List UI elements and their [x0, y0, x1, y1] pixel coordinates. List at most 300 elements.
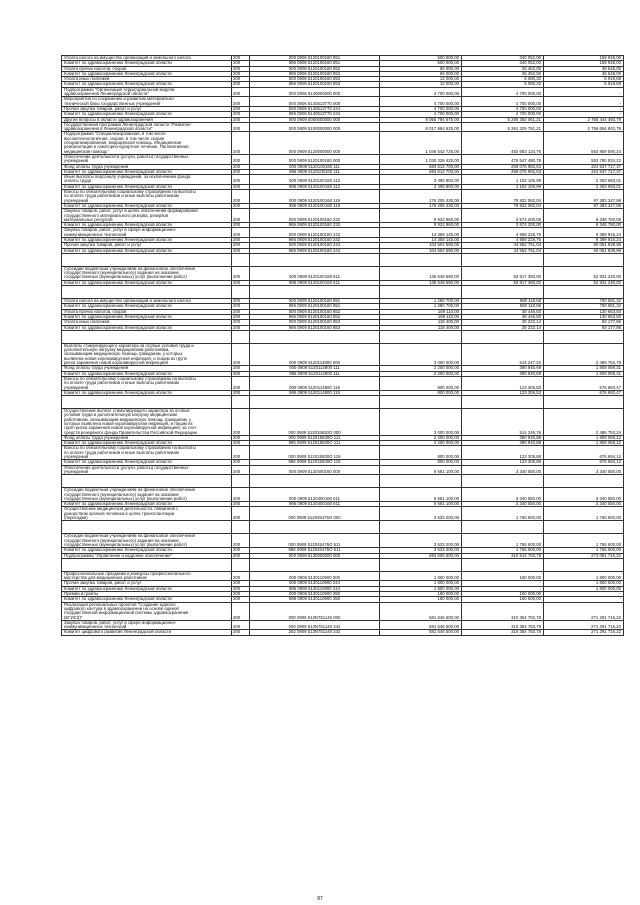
row-remaining-amount: 6 919,68 — [544, 77, 624, 82]
row-remaining-amount — [544, 475, 624, 488]
row-planned-amount: 581 646 500,00 — [380, 630, 462, 635]
row-code: 200 — [232, 502, 250, 507]
row-remaining-amount: 563 859 590,24 — [544, 132, 624, 154]
row-code: 200 — [232, 534, 250, 548]
row-planned-amount — [380, 521, 462, 534]
row-executed-amount — [462, 253, 544, 266]
table-row — [62, 521, 624, 534]
row-kbk-code: 000 0909 5120000000 000 — [250, 132, 380, 154]
row-code — [232, 330, 250, 343]
row-remaining-amount: 1 809 059,12 — [544, 441, 624, 446]
row-kbk-code — [250, 253, 380, 266]
row-planned-amount: 3 000 000,00 — [380, 343, 462, 365]
row-kbk-code: 986 0906 5120100160 852 — [250, 71, 380, 76]
row-kbk-code: 986 0906 5120100160 851 — [250, 61, 380, 66]
row-planned-amount: 104 604 590,00 — [380, 248, 462, 253]
row-executed-amount: 5 290 350 061,21 — [462, 117, 544, 122]
row-planned-amount: 1 030 328 425,00 — [380, 154, 462, 164]
row-remaining-amount: 97 383 347,96 — [544, 190, 624, 204]
row-planned-amount: 12 000,00 — [380, 82, 462, 87]
row-kbk-code: 000 0909 5130110900 000 — [250, 571, 380, 581]
row-name — [62, 330, 232, 343]
row-code: 200 — [232, 460, 250, 465]
row-name: Комитет по здравоохранению Ленинградской области — [62, 82, 232, 87]
row-planned-amount: 3 533 200,00 — [380, 548, 462, 553]
row-kbk-code: 986 0906 5120100160 853 — [250, 82, 380, 87]
row-executed-amount: 390 940,88 — [462, 441, 544, 446]
row-kbk-code: 986 0909 5130110900 350 — [250, 597, 380, 602]
row-planned-amount: 9 922 960,00 — [380, 209, 462, 223]
row-executed-amount: 1 766 600,00 — [462, 507, 544, 521]
table-body — [62, 56, 624, 636]
row-kbk-code — [250, 330, 380, 343]
row-planned-amount: 3 405 800,00 — [380, 184, 462, 189]
row-kbk-code: 000 0909 513N751140 000 — [250, 602, 380, 620]
row-planned-amount: 14 358 145,00 — [380, 228, 462, 238]
row-kbk-code: 986 0909 512015830О 119 — [250, 460, 380, 465]
row-kbk-code — [250, 521, 380, 534]
row-kbk-code: 986 0909 5120100160 611 — [250, 280, 380, 285]
row-kbk-code: 986 0906 5140513770 244 — [250, 112, 380, 117]
row-code — [232, 286, 250, 299]
row-kbk-code: 986 0909 5120100160 242 — [250, 237, 380, 242]
row-planned-amount: 2 200 000,00 — [380, 371, 462, 376]
row-kbk-code: 000 0909 512045476О 000 — [250, 507, 380, 521]
row-planned-amount: 2 200 000,00 — [380, 435, 462, 440]
row-planned-amount: 583 614 700,00 — [380, 164, 462, 169]
row-remaining-amount: 60 051 838,96 — [544, 248, 624, 253]
budget-execution-table — [61, 55, 624, 636]
row-kbk-code — [250, 475, 380, 488]
row-remaining-amount: 324 537 717,37 — [544, 164, 624, 169]
row-kbk-code: 000 0909 512015830О 111 — [250, 435, 380, 440]
row-code: 200 — [232, 280, 250, 285]
row-name: Комитет по здравоохранению Ленинградской области — [62, 441, 232, 446]
row-remaining-amount: 93 177,86 — [544, 325, 624, 330]
row-executed-amount: 83 817 350,00 — [462, 266, 544, 280]
row-code: 200 — [232, 309, 250, 314]
row-kbk-code: 986 0909 5120114800 111 — [250, 371, 380, 376]
row-kbk-code: 000 0909 0000000000 000 — [250, 117, 380, 122]
row-executed-amount: 390 940,69 — [462, 371, 544, 376]
table-row — [62, 97, 624, 107]
row-code: 200 — [232, 390, 250, 395]
row-executed-amount: 3 340 550,00 — [462, 465, 544, 475]
row-executed-amount — [462, 475, 544, 488]
row-code — [232, 253, 250, 266]
row-kbk-code: 000 0909 5120400160 000 — [250, 465, 380, 475]
row-executed-amount: 26 452,00 — [462, 71, 544, 76]
row-kbk-code: 986 0909 512045476О 611 — [250, 548, 380, 553]
row-planned-amount: 1 280 700,00 — [380, 304, 462, 309]
row-code: 200 — [232, 602, 250, 620]
row-kbk-code: 986 0909 5120114800 119 — [250, 390, 380, 395]
row-kbk-code: 000 0909 5100000000 000 — [250, 122, 380, 132]
row-name: Комитет по здравоохранению Ленинградской области — [62, 304, 232, 309]
row-code: 200 — [232, 371, 250, 376]
page-number: 87 — [317, 896, 323, 902]
row-kbk-code — [250, 396, 380, 409]
row-code: 200 — [232, 488, 250, 502]
table-row — [62, 190, 624, 204]
row-remaining-amount: 2 756 654 843,79 — [544, 122, 624, 132]
row-planned-amount: 581 646 500,00 — [380, 602, 462, 620]
row-planned-amount: 66 000,00 — [380, 71, 462, 76]
row-executed-amount: 26 452,00 — [462, 66, 544, 71]
row-remaining-amount: 676 694,12 — [544, 446, 624, 460]
table-row — [62, 465, 624, 475]
table-row — [62, 122, 624, 132]
row-remaining-amount — [544, 396, 624, 409]
table-row — [62, 446, 624, 460]
row-kbk-code: 986 0909 5120400160 611 — [250, 502, 380, 507]
table-row — [62, 266, 624, 280]
row-planned-amount — [380, 253, 462, 266]
row-executed-amount: 4 700 000,00 — [462, 97, 544, 107]
row-kbk-code: 986 0909 5120100160 851 — [250, 304, 380, 309]
row-code: 200 — [232, 87, 250, 97]
row-code: 200 — [232, 106, 250, 111]
row-code: 200 — [232, 592, 250, 597]
row-kbk-code: 000 0909 513N751140 242 — [250, 620, 380, 630]
row-executed-amount — [462, 558, 544, 571]
row-executed-amount: 3 340 550,00 — [462, 502, 544, 507]
row-code: 200 — [232, 299, 250, 304]
row-kbk-code: 000 0909 5120100160 242 — [250, 228, 380, 238]
row-name: Комитет по здравоохранению Ленинградской области — [62, 71, 232, 76]
row-executed-amount — [462, 330, 544, 343]
row-executed-amount: 4 958 228,76 — [462, 237, 544, 242]
row-planned-amount — [380, 558, 462, 571]
row-code: 200 — [232, 586, 250, 591]
row-name: Комитет по здравоохранению Ленинградской области — [62, 314, 232, 319]
row-name — [62, 396, 232, 409]
row-remaining-amount: 3 340 550,00 — [544, 465, 624, 475]
row-kbk-code: 000 0909 5120100160 112 — [250, 175, 380, 185]
row-remaining-amount: 324 537 717,37 — [544, 169, 624, 174]
row-name: Закупка товаров, работ, услуг в сфере информационно- коммуникационных технологий — [62, 620, 232, 630]
row-remaining-amount — [544, 558, 624, 571]
row-planned-amount — [380, 396, 462, 409]
row-name: Обеспечение деятельности (услуги, работы) государственных учреждений — [62, 154, 232, 164]
row-name: Осуществление медицинской деятельности, связанной с донорством органов человека в целях трансплантации (пересадки) — [62, 507, 232, 521]
row-name: Осуществление выплат стимулирующего характера за особые условия труда и дополнительную нагрузку медицинским работникам, оказывающим медицинскую помощь гражданам, у которых выявлена новая коронавирусная инфекция, и лицам из групп риска заражения новой коронавирусной инфекцией, за счет средств резервного фонда Правительства Российской Федерации — [62, 409, 232, 436]
row-name: Комитет по здравоохранению Ленинградской области — [62, 548, 232, 553]
row-kbk-code: 000 0909 5120100160 232 — [250, 209, 380, 223]
row-kbk-code: 986 0909 5120100160 119 — [250, 203, 380, 208]
row-remaining-amount: 553 780 934,22 — [544, 154, 624, 164]
row-code: 200 — [232, 620, 250, 630]
row-code: 200 — [232, 465, 250, 475]
table-row — [62, 571, 624, 581]
row-executed-amount: 44 552 751,04 — [462, 243, 544, 248]
row-remaining-amount: 3 340 550,00 — [544, 502, 624, 507]
row-planned-amount: 6 681 100,00 — [380, 465, 462, 475]
row-executed-amount: 44 552 751,04 — [462, 248, 544, 253]
row-planned-amount: 800 000,00 — [380, 460, 462, 465]
row-name: Закупка товаров, работ, услуг в целях обеспечения формирования государственного материального резерва, резервов материальных ресурсов — [62, 209, 232, 223]
row-name: Взносы по обязательному социальному страхованию на выплаты по оплате труда работников и иные выплаты работникам учреждений — [62, 190, 232, 204]
row-code: 200 — [232, 132, 250, 154]
row-kbk-code: 000 0909 512015830О 000 — [250, 409, 380, 436]
row-remaining-amount: 39 548,00 — [544, 71, 624, 76]
row-planned-amount: 136 648 590,00 — [380, 266, 462, 280]
row-code: 200 — [232, 320, 250, 325]
row-executed-amount: 1 102 106,99 — [462, 184, 544, 189]
row-code: 200 — [232, 97, 250, 107]
row-planned-amount: 500 000,00 — [380, 56, 462, 61]
row-remaining-amount: 2 485 752,78 — [544, 343, 624, 365]
row-code: 200 — [232, 571, 250, 581]
row-kbk-code: 000 0909 5120114800 111 — [250, 366, 380, 371]
row-remaining-amount: 676 694,12 — [544, 460, 624, 465]
table-row — [62, 154, 624, 164]
row-planned-amount: 6 681 100,00 — [380, 502, 462, 507]
row-name: Субсидии бюджетным учреждениям на финансовое обеспечение государственного (муниципального) задания на оказание государственных (муниципальных) услуг (выполнение работ) — [62, 534, 232, 548]
row-code: 200 — [232, 77, 250, 82]
row-remaining-amount: 1 766 600,00 — [544, 507, 624, 521]
row-code: 200 — [232, 343, 250, 365]
row-planned-amount: 4 700 000,00 — [380, 97, 462, 107]
row-executed-amount: 25 222,14 — [462, 325, 544, 330]
row-remaining-amount — [544, 330, 624, 343]
row-code: 200 — [232, 243, 250, 248]
table-row — [62, 87, 624, 97]
row-executed-amount — [462, 286, 544, 299]
row-executed-amount: - — [462, 581, 544, 586]
row-kbk-code: 000 0909 5130000000 000 — [250, 553, 380, 558]
row-remaining-amount: 52 831 240,00 — [544, 266, 624, 280]
row-kbk-code: 986 0909 5120100160 853 — [250, 325, 380, 330]
row-planned-amount: 2 200 000,00 — [380, 366, 462, 371]
row-planned-amount: 1 046 542 725,00 — [380, 132, 462, 154]
row-code: 200 — [232, 117, 250, 122]
row-name: Уплата прочих налогов, сборов — [62, 309, 232, 314]
row-remaining-amount: 1 809 059,12 — [544, 435, 624, 440]
row-code: 200 — [232, 507, 250, 521]
row-kbk-code: 986 0909 5120100160 244 — [250, 248, 380, 253]
row-name: Уплата налога на имущество организаций и земельного налога — [62, 299, 232, 304]
row-executed-amount: 259 076 982,63 — [462, 169, 544, 174]
row-name: Профессиональные праздники и конкурсы профессионального мастерства для медицинских работников — [62, 571, 232, 581]
row-name — [62, 253, 232, 266]
row-name: Закупка товаров, работ, услуг в сфере информационно- коммуникационных технологий — [62, 228, 232, 238]
row-planned-amount: 4 700 000,00 — [380, 106, 462, 111]
row-executed-amount: 3 340 550,00 — [462, 488, 544, 502]
row-remaining-amount: 1 800 000,00 — [544, 581, 624, 586]
row-executed-amount: 482 683 134,76 — [462, 132, 544, 154]
row-executed-amount: 123 306,53 — [462, 390, 544, 395]
row-planned-amount — [380, 475, 462, 488]
row-remaining-amount: 2 303 693,01 — [544, 184, 624, 189]
table-row — [62, 343, 624, 365]
row-executed-amount: 3 574 200,00 — [462, 209, 544, 223]
row-kbk-code: 000 0909 5120100160 000 — [250, 154, 380, 164]
row-planned-amount: 66 000,00 — [380, 66, 462, 71]
row-kbk-code: 000 0909 5120100160 853 — [250, 320, 380, 325]
row-remaining-amount: 6 348 760,00 — [544, 223, 624, 228]
row-name: Подпрограмма "Организация территориальной модели здравоохранения Ленинградской области" — [62, 87, 232, 97]
row-remaining-amount: - — [544, 106, 624, 111]
row-planned-amount: 1 280 700,00 — [380, 299, 462, 304]
row-executed-amount: 390 940,88 — [462, 435, 544, 440]
row-code: 200 — [232, 304, 250, 309]
row-executed-amount: 160 000,00 — [462, 571, 544, 581]
table-row — [62, 396, 624, 409]
row-planned-amount: 3 000 000,00 — [380, 409, 462, 436]
row-planned-amount — [380, 286, 462, 299]
row-kbk-code: 986 0909 5120100160 111 — [250, 169, 380, 174]
row-planned-amount: 800 000,00 — [380, 390, 462, 395]
row-remaining-amount: 271 291 716,22 — [544, 630, 624, 635]
row-executed-amount: 78 822 082,04 — [462, 190, 544, 204]
row-kbk-code: 000 0909 5120100160 851 — [250, 299, 380, 304]
row-name — [62, 558, 232, 571]
row-remaining-amount: 271 291 716,22 — [544, 620, 624, 630]
row-remaining-amount: - — [544, 87, 624, 97]
row-kbk-code: 000 0906 5120100160 852 — [250, 66, 380, 71]
table-row — [62, 409, 624, 436]
row-kbk-code: 986 0909 5120100160 112 — [250, 184, 380, 189]
row-code: 200 — [232, 61, 250, 66]
row-planned-amount: 176 205 430,00 — [380, 190, 462, 204]
row-kbk-code: 000 0909 5130110900 350 — [250, 592, 380, 597]
row-remaining-amount: 97 383 347,96 — [544, 203, 624, 208]
row-kbk-code: 000 0909 5120100160 611 — [250, 266, 380, 280]
row-executed-amount: 4 700 000,00 — [462, 87, 544, 97]
row-code: 200 — [232, 66, 250, 71]
row-remaining-amount: 93 177,86 — [544, 320, 624, 325]
row-name: Взносы по обязательному социальному страхованию на выплаты по оплате труда работников и иные выплаты работникам учреждений — [62, 376, 232, 390]
row-executed-amount: 38 446,50 — [462, 314, 544, 319]
row-name: Комитет по здравоохранению Ленинградской области — [62, 390, 232, 395]
row-name: Уплата налога на имущество организаций и земельного налога — [62, 56, 232, 61]
row-code: 200 — [232, 175, 250, 185]
row-remaining-amount: 60 051 838,96 — [544, 243, 624, 248]
row-executed-amount: 514 246,76 — [462, 409, 544, 436]
row-planned-amount — [380, 330, 462, 343]
row-code: 200 — [232, 435, 250, 440]
row-planned-amount: 3 405 800,00 — [380, 175, 462, 185]
row-name: Реализация региональных проектов "Создание единого цифрового контура в здравоохранении на основе единой государственной информационной системы здравоохранения (ЕГИСЗ)" — [62, 602, 232, 620]
row-kbk-code: 000 0909 5120400160 611 — [250, 488, 380, 502]
row-kbk-code: 986 0909 512015830О 111 — [250, 441, 380, 446]
row-code: 200 — [232, 209, 250, 223]
row-name: Фонд оплаты труда учреждений — [62, 164, 232, 169]
row-code: 200 — [232, 553, 250, 558]
row-planned-amount: 160 000,00 — [380, 592, 462, 597]
row-remaining-amount: 39 548,00 — [544, 66, 624, 71]
row-executed-amount: 38 446,50 — [462, 309, 544, 314]
row-kbk-code: 000 0906 5140000000 000 — [250, 87, 380, 97]
row-name: Комитет по здравоохранению Ленинградской области — [62, 223, 232, 228]
row-remaining-amount: 273 091 716,22 — [544, 553, 624, 558]
row-code: 200 — [232, 266, 250, 280]
row-name: Комитет по здравоохранению Ленинградской области — [62, 203, 232, 208]
row-name: Комитет по здравоохранению Ленинградской области — [62, 325, 232, 330]
row-name: Прочая закупка товаров, работ и услуг — [62, 106, 232, 111]
row-kbk-code: 000 0909 5120100160 119 — [250, 190, 380, 204]
row-name: Мероприятия по сохранению и развитию материально- технической базы государственных учреждений — [62, 97, 232, 107]
row-name: Комитет по здравоохранению Ленинградской области — [62, 460, 232, 465]
row-planned-amount: 583 614 700,00 — [380, 169, 462, 174]
row-kbk-code: 000 0909 5120100160 852 — [250, 309, 380, 314]
row-remaining-amount: 2 765 444 493,79 — [544, 117, 624, 122]
row-planned-amount: 4 700 000,00 — [380, 112, 462, 117]
row-remaining-amount: 2 303 693,01 — [544, 175, 624, 185]
row-executed-amount: 390 940,69 — [462, 366, 544, 371]
row-remaining-amount: 1 800 000,00 — [544, 586, 624, 591]
row-code: 200 — [232, 190, 250, 204]
row-executed-amount: 514 247,22 — [462, 343, 544, 365]
row-executed-amount: 4 700 000,00 — [462, 112, 544, 117]
row-remaining-amount: 3 340 550,00 — [544, 488, 624, 502]
row-executed-amount — [462, 396, 544, 409]
row-code: 200 — [232, 446, 250, 460]
row-remaining-amount: 9 399 916,24 — [544, 228, 624, 238]
row-name: Комитет по здравоохранению Ленинградской области — [62, 237, 232, 242]
row-name: Государственная программа Ленинградской области "Развитие здравоохранения в Ленинградской области" — [62, 122, 232, 132]
row-remaining-amount: 1 766 600,00 — [544, 534, 624, 548]
row-remaining-amount: - — [544, 97, 624, 107]
row-executed-amount: 5 261 329 781,21 — [462, 122, 544, 132]
row-name: Субсидии бюджетным учреждениям на финансовое обеспечение государственного (муниципального) задания на оказание государственных (муниципальных) услуг (выполнение работ) — [62, 488, 232, 502]
row-planned-amount: 1 800 000,00 — [380, 586, 462, 591]
table-row — [62, 253, 624, 266]
table-row — [62, 475, 624, 488]
row-planned-amount: 160 000,00 — [380, 597, 462, 602]
row-remaining-amount: - — [544, 597, 624, 602]
row-planned-amount: 12 000,00 — [380, 77, 462, 82]
row-planned-amount: 1 800 000,00 — [380, 581, 462, 586]
table-row — [62, 630, 624, 635]
row-code: 200 — [232, 409, 250, 436]
row-code: 200 — [232, 228, 250, 238]
row-kbk-code: 000 0909 512045476О 611 — [250, 534, 380, 548]
row-name: Комитет по здравоохранению Ленинградской области — [62, 597, 232, 602]
row-executed-amount: 580 118,68 — [462, 304, 544, 309]
row-remaining-amount: 52 831 240,00 — [544, 280, 624, 285]
row-kbk-code: 000 0906 5120100160 851 — [250, 56, 380, 61]
row-remaining-amount: 130 663,50 — [544, 314, 624, 319]
row-code: 200 — [232, 237, 250, 242]
row-planned-amount: 118 400,00 — [380, 325, 462, 330]
row-remaining-amount — [544, 286, 624, 299]
row-remaining-amount: 676 693,47 — [544, 376, 624, 390]
table-row — [62, 558, 624, 571]
row-executed-amount: 4 700 000,00 — [462, 106, 544, 111]
row-kbk-code: 000 0906 5140513770 000 — [250, 97, 380, 107]
row-name: Комитет по здравоохранению Ленинградской области — [62, 112, 232, 117]
row-name: Уплата иных платежей — [62, 77, 232, 82]
row-executed-amount — [462, 521, 544, 534]
row-planned-amount: 118 400,00 — [380, 320, 462, 325]
row-code: 200 — [232, 376, 250, 390]
row-executed-amount: 1 766 600,00 — [462, 534, 544, 548]
row-executed-amount: 340 052,00 — [462, 61, 544, 66]
table-row — [62, 507, 624, 521]
row-name: Комитет по здравоохранению Ленинградской области — [62, 502, 232, 507]
row-name: Взносы по обязательному социальному страхованию на выплаты по оплате труда работников и иные выплаты работникам учреждений — [62, 446, 232, 460]
row-name: Прочая закупка товаров, работ и услуг — [62, 243, 232, 248]
row-executed-amount: 340 052,00 — [462, 56, 544, 61]
row-executed-amount: - — [462, 586, 544, 591]
row-remaining-amount: 159 948,00 — [544, 61, 624, 66]
row-executed-amount: 123 305,88 — [462, 460, 544, 465]
row-kbk-code — [250, 558, 380, 571]
row-planned-amount: 500 000,00 — [380, 61, 462, 66]
row-kbk-code: 986 0909 5120100160 852 — [250, 314, 380, 319]
